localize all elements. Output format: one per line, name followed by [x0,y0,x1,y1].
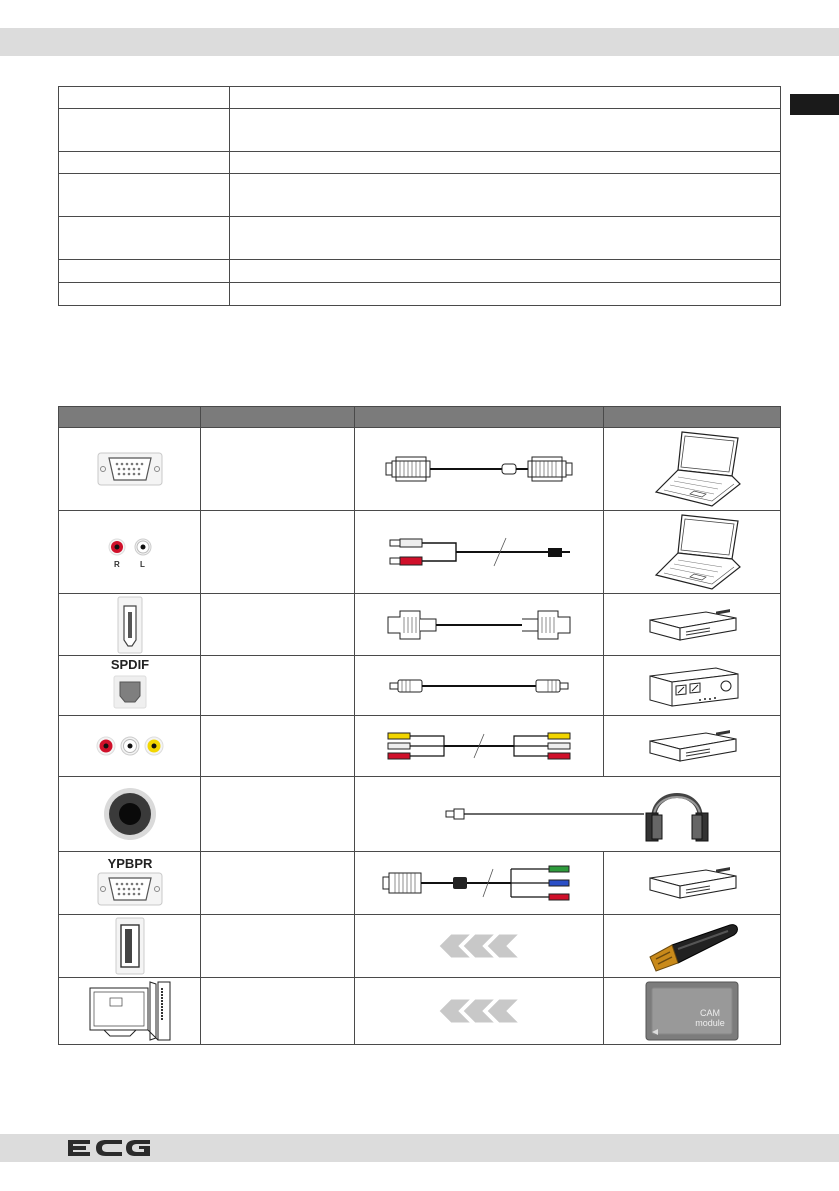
spec-cell [230,283,781,306]
composite-av-cable-icon [384,728,574,764]
connector-cell [59,978,201,1045]
type-cell [201,656,355,716]
device-cell [603,656,780,716]
spec-cell [59,174,230,217]
brand-logo [66,1134,152,1162]
spec-cell [230,109,781,152]
type-cell [201,594,355,656]
connector-cell [59,915,201,978]
spec-cell [230,174,781,217]
spec-cell [59,109,230,152]
type-cell [201,511,355,594]
table-row [59,283,781,306]
connector-cell [59,428,201,511]
spec-table [58,86,781,306]
table-header-row [59,407,781,428]
table-row [59,716,781,777]
device-cell [603,511,780,594]
device-cell [603,852,780,915]
device-cell [603,594,780,656]
headphone-jack-icon [102,786,158,842]
headphones-icon [644,781,710,847]
table-row [59,87,781,109]
header-type [201,407,355,428]
cam-label: CAM [699,1008,720,1018]
language-tab [790,94,839,115]
ypbpr-port-icon [95,855,165,911]
spdif-coax-cable-icon [386,674,572,698]
connector-cell [59,594,201,656]
dvd-player-icon [640,606,744,644]
connector-cell [59,511,201,594]
insert-arrows-icon [437,997,521,1025]
table-row [59,511,781,594]
type-cell [201,978,355,1045]
audio-rca-to-jack-cable-icon [386,532,572,572]
spec-cell [59,283,230,306]
table-row [59,656,781,716]
spec-cell [230,217,781,260]
ecg-logo-icon [66,1138,152,1158]
cable-cell [355,656,603,716]
table-row [59,777,781,852]
audio-l-label: L [139,560,145,569]
insert-arrows-icon [437,932,521,960]
table-row [59,109,781,152]
dvd-player-icon [640,727,744,765]
composite-av-jack-icon [94,734,166,758]
cable-cell [355,716,603,777]
ci-slot-icon [84,980,176,1042]
table-row [59,915,781,978]
cable-cell [355,594,603,656]
table-row [59,217,781,260]
table-row [59,852,781,915]
laptop-icon [640,511,744,593]
headphone-cable-icon [444,804,644,824]
type-cell [201,777,355,852]
type-cell [201,915,355,978]
header-cables [355,407,603,428]
audio-amplifier-icon [640,664,744,708]
spdif-port-icon [100,658,160,714]
spec-cell [59,217,230,260]
connector-cell [59,852,201,915]
connector-cell [59,656,201,716]
cable-cell [355,978,603,1045]
device-cell [603,716,780,777]
vga-port-icon [97,452,163,486]
spdif-label: SPDIF [110,657,149,672]
audio-r-label: R [113,560,120,569]
vga-cable-icon [384,451,574,487]
type-cell [201,716,355,777]
cable-cell [355,428,603,511]
device-cell [603,915,780,978]
ypbpr-cable-icon [381,863,577,903]
module-label: module [695,1018,725,1028]
device-cell [603,428,780,511]
cable-device-cell [355,777,781,852]
cam-module-icon [644,980,740,1042]
table-row [59,152,781,174]
device-cell [603,978,780,1045]
ypbpr-label: YPBPR [107,856,152,871]
audio-rl-jack-icon [100,535,160,569]
header-band [0,28,839,56]
dvd-player-icon [640,864,744,902]
spec-cell [59,152,230,174]
type-cell [201,852,355,915]
spec-cell [230,152,781,174]
cable-cell [355,511,603,594]
connector-cell [59,716,201,777]
table-row [59,174,781,217]
spec-cell [59,260,230,283]
spec-cell [230,87,781,109]
hdmi-cable-icon [384,607,574,643]
table-row [59,978,781,1045]
connection-table [58,406,781,1045]
spec-cell [230,260,781,283]
header-connector [59,407,201,428]
laptop-icon [640,428,744,510]
table-row [59,428,781,511]
usb-port-icon [115,917,145,975]
connector-cell [59,777,201,852]
hdmi-port-icon [117,596,143,654]
cable-cell [355,852,603,915]
type-cell [201,428,355,511]
table-row [59,260,781,283]
spec-cell [59,87,230,109]
header-device [603,407,780,428]
cable-cell [355,915,603,978]
table-row [59,594,781,656]
usb-stick-icon [642,919,742,973]
